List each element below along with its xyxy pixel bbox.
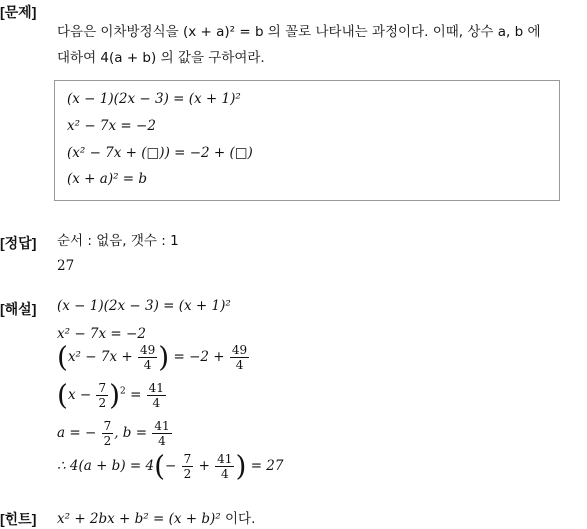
- close-paren: ): [109, 378, 121, 412]
- fraction: $\frac{7}{2}$: [98, 381, 107, 410]
- answer-value: 27: [57, 258, 75, 274]
- fraction: $\frac{41}{4}$: [154, 419, 170, 448]
- fraction: $\frac{41}{4}$: [148, 381, 164, 410]
- fraction: $\frac{7}{2}$: [183, 452, 192, 481]
- problem-label: [문제]: [0, 4, 37, 20]
- fraction: $\frac{49}{4}$: [231, 343, 248, 372]
- solution-line-4: (x − $\frac{7}{2}$ )$^2$ = $\frac{41}{4}$: [57, 378, 164, 412]
- solution-line-1: (x − 1)(2x − 3) = (x + 1)²: [57, 298, 231, 314]
- fraction: $\frac{7}{2}$: [103, 419, 112, 448]
- step-1: (x − 1)(2x − 3) = (x + 1)²: [67, 91, 241, 107]
- step-4: (x + a)² = b: [67, 171, 148, 187]
- solution-line-2: x² − 7x = −2: [57, 326, 146, 342]
- answer-label: [정답]: [0, 235, 37, 251]
- problem-text-line2: 대하여 4(a + b) 의 값을 구하여라.: [57, 50, 265, 66]
- step-2: x² − 7x = −2: [67, 118, 156, 134]
- step-3: (x² − 7x + (□)) = −2 + (□): [67, 145, 253, 161]
- fraction: $\frac{49}{4}$: [139, 343, 156, 372]
- open-paren: (: [154, 449, 166, 483]
- hint-label: [힌트]: [0, 511, 37, 527]
- close-paren: ): [158, 340, 170, 374]
- open-paren: (: [57, 378, 68, 412]
- solution-label: [해설]: [0, 301, 37, 317]
- hint-text: x² + 2bx + b² = (x + b)² 이다.: [57, 511, 256, 527]
- answer-meta: 순서 : 없음, 갯수 : 1: [57, 233, 179, 249]
- close-paren: ): [235, 449, 247, 483]
- problem-text-line1: 다음은 이차방정식을 (x + a)² = b 의 꼴로 나타내는 과정이다. 이때, 상수 a, b 에: [57, 24, 541, 40]
- solution-line-5: a = − $\frac{7}{2}$ , b = $\frac{41}{4}$: [57, 419, 170, 448]
- fraction: $\frac{41}{4}$: [217, 452, 233, 481]
- solution-line-3: (x² − 7x + $\frac{49}{4}$ ) = −2 + $\frac{49}{4}$: [57, 340, 248, 374]
- solution-line-6: ∴ 4(a + b) = 4(− $\frac{7}{2}$ + $\frac{41}{4}$ ) = 27: [57, 449, 284, 483]
- open-paren: (: [57, 340, 68, 374]
- problem-steps-box: [54, 80, 560, 201]
